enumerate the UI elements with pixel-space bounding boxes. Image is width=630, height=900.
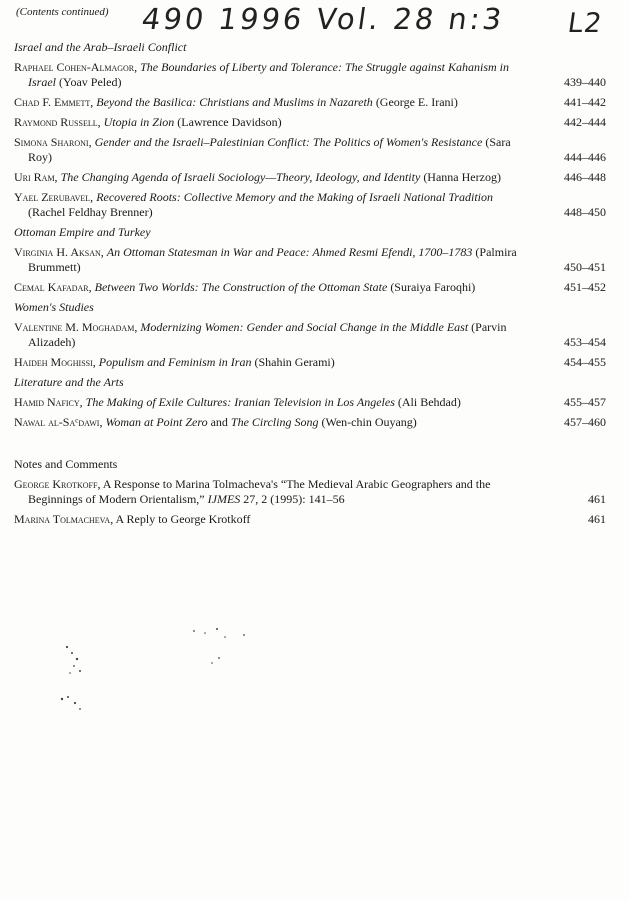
entry-pages: 454–455 (564, 355, 606, 369)
entry-author: Haideh Moghissi, (14, 355, 96, 369)
entry-reviewer: (Palmira Brummett) (28, 245, 517, 274)
entry-pages: 448–450 (564, 205, 606, 219)
entry-joiner: and (210, 415, 228, 429)
entry-pages: 457–460 (564, 415, 606, 429)
entry-reviewer: (Wen-chin Ouyang) (321, 415, 417, 429)
entry-pages: 439–440 (564, 75, 606, 89)
entry-reviewer: (Suraiya Faroqhi) (390, 280, 476, 294)
handwritten-corner-mark: L2 (565, 8, 605, 39)
section-heading: Ottoman Empire and Turkey (14, 225, 151, 239)
entry-pages: 455–457 (564, 395, 606, 409)
list-item (14, 115, 606, 130)
entry-title: A Reply to George Krotkoff (115, 512, 251, 526)
list-item (14, 60, 606, 90)
section-heading: Israel and the Arab–Israeli Conflict (14, 40, 187, 54)
list-item (14, 512, 606, 527)
entry-title: Utopia in Zion (103, 115, 175, 129)
list-item (14, 320, 606, 350)
entry-title: Recovered Roots: Collective Memory and the Making of Israeli National Tradition (96, 190, 494, 204)
entry-pages: 444–446 (564, 150, 606, 164)
entry-title: Between Two Worlds: The Construction of the Ottoman State (94, 280, 388, 294)
entry-reviewer: (Rachel Feldhay Brenner) (28, 205, 153, 219)
handwritten-catalog-note: 490 1996 Vol. 28 n:3 (139, 2, 507, 36)
list-item (14, 135, 606, 165)
entry-reviewer: (Shahin Gerami) (254, 355, 335, 369)
list-item (14, 477, 606, 507)
entry-pages: 450–451 (564, 260, 606, 274)
entry-title: The Making of Exile Cultures: Iranian Television in Los Angeles (85, 395, 395, 409)
section-heading: Women's Studies (14, 300, 94, 314)
list-item (14, 280, 606, 295)
entry-reviewer: (Ali Behdad) (397, 395, 461, 409)
entry-pages: 453–454 (564, 335, 606, 349)
entry-title: Beyond the Basilica: Christians and Muslims in Nazareth (96, 95, 373, 109)
entry-author: Cemal Kafadar, (14, 280, 92, 294)
entry-pages: 441–442 (564, 95, 606, 109)
contents-page (14, 0, 614, 900)
entry-reviewer: (Sara Roy) (28, 135, 511, 164)
entry-reviewer: (George E. Irani) (375, 95, 458, 109)
entry-title: A Response to Marina Tolmacheva's “The Medieval Arabic Geographers and the Beginnings of Modern Orientalism,” (28, 477, 491, 506)
notes-heading: Notes and Comments (14, 457, 118, 471)
entry-author: Virginia H. Aksan, (14, 245, 104, 259)
entry-title: Populism and Feminism in Iran (98, 355, 252, 369)
entry-author: Uri Ram, (14, 170, 58, 184)
entry-author: George Krotkoff, (14, 477, 101, 491)
list-item (14, 245, 606, 275)
entry-title: An Ottoman Statesman in War and Peace: Ahmed Resmi Efendi, 1700–1783 (106, 245, 473, 259)
entry-citation: 27, 2 (1995): 141–56 (243, 492, 345, 506)
entry-author: Raphael Cohen-Almagor, (14, 60, 138, 74)
section-heading: Literature and the Arts (14, 375, 124, 389)
scan-specks (44, 625, 274, 715)
entry-author: Chad F. Emmett, (14, 95, 94, 109)
entry-pages: 451–452 (564, 280, 606, 294)
entry-title: The Boundaries of Liberty and Tolerance: The Struggle against Kahanism in Israel (28, 60, 510, 89)
entry-journal: IJMES (207, 492, 241, 506)
entry-reviewer: (Hanna Herzog) (423, 170, 501, 184)
entry-reviewer: (Parvin Alizadeh) (28, 320, 507, 349)
entry-title: Woman at Point Zero (105, 415, 208, 429)
list-item (14, 415, 606, 430)
entry-author: Marina Tolmacheva, (14, 512, 114, 526)
entry-author: Hamid Naficy, (14, 395, 83, 409)
entry-title: Gender and the Israeli–Palestinian Conflict: The Politics of Women's Resistance (94, 135, 483, 149)
entry-author: Valentine M. Moghadam, (14, 320, 138, 334)
entry-author: Simona Sharoni, (14, 135, 92, 149)
entry-pages: 446–448 (564, 170, 606, 184)
entry-author: Raymond Russell, (14, 115, 101, 129)
entry-author: Nawal al-Saᶜdawi, (14, 415, 103, 429)
entry-title-second: The Circling Song (230, 415, 319, 429)
list-item (14, 190, 606, 220)
entry-pages: 442–444 (564, 115, 606, 129)
list-item (14, 355, 606, 370)
entry-author: Yael Zerubavel, (14, 190, 94, 204)
entry-title: Modernizing Women: Gender and Social Change in the Middle East (140, 320, 469, 334)
list-item (14, 395, 606, 410)
list-item (14, 95, 606, 110)
entry-title: The Changing Agenda of Israeli Sociology—Theory, Ideology, and Identity (60, 170, 421, 184)
entry-pages: 461 (588, 492, 606, 506)
contents-list (14, 38, 606, 532)
entry-pages: 461 (588, 512, 606, 526)
contents-continued-label: (Contents continued) (16, 6, 109, 18)
entry-reviewer: (Lawrence Davidson) (177, 115, 282, 129)
entry-reviewer: (Yoav Peled) (59, 75, 122, 89)
list-item (14, 170, 606, 185)
